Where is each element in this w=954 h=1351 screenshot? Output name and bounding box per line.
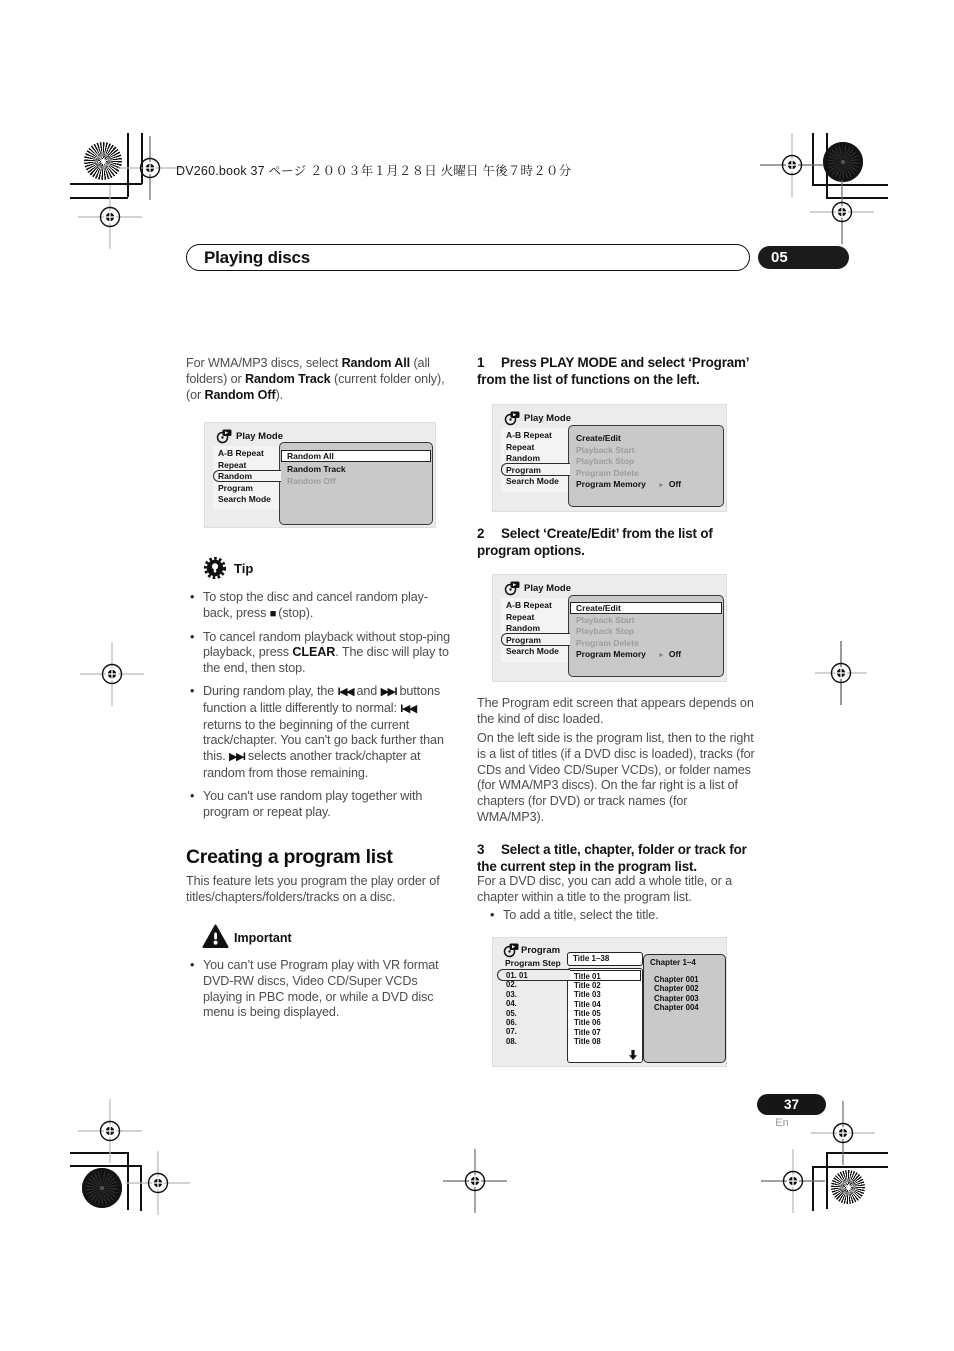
title-item: Title 04 <box>574 999 601 1009</box>
bullet-marker: • <box>190 788 195 803</box>
bullet-text: To add a title, select the title. <box>503 908 659 922</box>
step-text: Select a title, chapter, folder or track for the current step in the program list. <box>477 842 747 874</box>
osd-title: Play Mode <box>524 583 571 594</box>
bullet-marker: • <box>190 683 195 698</box>
option-disabled: Playback Stop <box>576 626 635 636</box>
intro-bold: Random All <box>341 356 411 370</box>
registration-crosshair-icon <box>810 180 874 244</box>
important-label: Important <box>234 931 292 945</box>
step-text: Select ‘Create/Edit’ from the list of program options. <box>477 526 713 558</box>
osd-screenshot-random <box>204 422 436 528</box>
clear-button-label: CLEAR <box>292 645 336 660</box>
option: Random Track <box>287 464 346 474</box>
title-item: Title 06 <box>574 1018 601 1028</box>
text: (stop). <box>274 605 314 620</box>
option: Create/Edit <box>576 433 621 443</box>
chapter-item: Chapter 003 <box>654 993 699 1003</box>
next-button-icon: ▶▶I <box>380 685 397 698</box>
previous-button-icon: I◀◀ <box>400 702 416 715</box>
important-bullet-list <box>189 958 457 1021</box>
print-ink-circle <box>82 1168 122 1208</box>
stop-button-icon: ■ <box>269 607 275 620</box>
page-number: 37 <box>783 1097 800 1112</box>
chapter-number-badge <box>758 246 849 269</box>
intro-bold: Random Off <box>204 387 276 402</box>
menu-item: Search Mode <box>506 476 559 486</box>
title-item: Title 08 <box>574 1037 601 1047</box>
chapters-header: Chapter 1–4 <box>650 958 696 967</box>
program-step: 05. <box>506 1008 517 1018</box>
program-step: 07. <box>506 1027 517 1037</box>
registration-crosshair-icon <box>80 642 144 706</box>
step-number: 1 <box>477 355 485 370</box>
title-item: Title 03 <box>574 990 601 1000</box>
menu-item: A-B Repeat <box>218 448 264 458</box>
bullet-marker: • <box>190 590 195 604</box>
chapter-item: Chapter 001 <box>654 975 699 984</box>
text: selects another track/chapter at random from those remaining. <box>203 749 421 780</box>
list-item <box>189 684 457 782</box>
title-item-selected: Title 01 <box>574 971 601 981</box>
registration-crosshair-icon <box>443 1149 507 1213</box>
option-value: Off <box>668 479 682 489</box>
intro-text: (all folders) or <box>186 356 430 386</box>
program-step: 03. <box>506 989 517 999</box>
option-disabled: Program Delete <box>576 637 639 648</box>
bullet-text <box>203 684 457 782</box>
osd-screenshot-program-edit <box>492 937 727 1067</box>
bullet-text <box>203 590 457 623</box>
menu-item: Search Mode <box>506 646 559 656</box>
osd-title: Play Mode <box>236 431 283 442</box>
bullet-text: You can’t use Program play with VR format DVD-RW discs, Video CD/Super VCDs playing in PBC mode, or while a DVD disc menu is being displayed. <box>203 958 439 1020</box>
section-heading: Creating a program list <box>186 846 393 868</box>
play-mode-icon <box>504 581 520 596</box>
title-item: Title 02 <box>574 980 601 990</box>
list-item <box>189 958 457 1021</box>
body-paragraph: For a DVD disc, you can add a whole title, or a chapter within a title to the program list. <box>477 874 732 904</box>
list-item <box>189 590 457 623</box>
osd-title: Program <box>521 945 561 956</box>
step1-heading <box>477 355 757 388</box>
osd-options-panel <box>279 442 433 525</box>
list-item <box>189 630 457 677</box>
menu-item: Repeat <box>218 459 247 470</box>
option-highlighted: Random All <box>281 450 431 462</box>
option-disabled: Program Delete <box>576 467 639 478</box>
intro-text: ). <box>275 387 284 402</box>
osd-screenshot-create-edit <box>492 574 727 682</box>
menu-item: Random <box>506 453 540 463</box>
intro-paragraph <box>186 356 458 403</box>
chapters-panel <box>643 954 726 1063</box>
osd-title: Play Mode <box>524 413 571 424</box>
osd-options-panel <box>568 425 724 507</box>
text: To stop the disc and cancel random play-back, press <box>203 590 428 620</box>
scroll-down-icon <box>629 1050 637 1060</box>
right-arrow-icon: ► <box>657 482 665 489</box>
osd-screenshot-program-menu <box>492 404 727 512</box>
tip-icon <box>203 556 227 580</box>
title-item: Title 07 <box>574 1027 601 1037</box>
step-number: 2 <box>477 526 485 541</box>
menu-item: Repeat <box>506 611 535 622</box>
bullet-text <box>203 630 457 677</box>
menu-item: Repeat <box>506 441 535 452</box>
chapter-item: Chapter 002 <box>654 984 699 994</box>
option-disabled: Playback Start <box>576 444 635 455</box>
step-number: 3 <box>477 842 485 857</box>
menu-item: Program <box>218 482 253 493</box>
play-mode-icon <box>216 429 232 444</box>
program-step: 02. <box>506 980 517 990</box>
print-ink-circle <box>823 142 863 182</box>
program-step-selected: 01. 01 <box>506 971 528 980</box>
option-disabled: Playback Stop <box>576 456 635 466</box>
play-mode-icon <box>504 411 520 426</box>
menu-item: Search Mode <box>218 494 271 504</box>
title-item: Title 05 <box>574 1009 601 1019</box>
program-step-label: Program Step <box>505 958 561 968</box>
menu-item: A-B Repeat <box>506 430 552 440</box>
titles-header-box <box>567 952 643 966</box>
intro-text: (current folder only), (or <box>186 371 445 402</box>
option-disabled: Random Off <box>287 475 336 486</box>
chapter-number: 05 <box>771 249 788 266</box>
option-label: Program Memory <box>576 649 646 659</box>
bullet-marker: • <box>190 958 195 972</box>
option-disabled: Playback Start <box>576 614 635 625</box>
print-starburst-mark <box>831 1170 865 1204</box>
step2-heading <box>477 526 757 559</box>
previous-button-icon: I◀◀ <box>337 685 354 698</box>
body-paragraph: On the left side is the program list, then to the right is a list of titles (if a DVD disc is loaded), tracks (for CDs and Video CD/Super VCDs), or folder names (for WMA/MP3 discs). On the far right is a list of chapters (for DVD) or track names (for WMA/MP3). <box>477 731 755 824</box>
program-step: 08. <box>506 1036 517 1046</box>
file-header-note: DV260.book 37 ページ ２００３年１月２８日 火曜日 午後７時２０分 <box>176 164 572 178</box>
chapter-item: Chapter 004 <box>654 1003 699 1013</box>
program-step-list <box>506 971 528 1046</box>
chapter-title-bar <box>186 244 750 271</box>
menu-item-selected: Random <box>218 471 252 481</box>
option-label: Program Memory <box>576 479 646 489</box>
right-bullet-list <box>489 908 757 924</box>
list-item <box>189 789 457 821</box>
program-step: 04. <box>506 999 517 1009</box>
page-number-badge <box>757 1094 826 1115</box>
text: . The disc will play to the end, then stop. <box>203 645 449 676</box>
list-item <box>489 908 757 924</box>
tip-bullet-list <box>189 590 457 820</box>
menu-item: A-B Repeat <box>506 600 552 610</box>
next-button-icon: ▶▶I <box>229 751 245 764</box>
intro-bold: Random Track <box>245 371 331 386</box>
section-intro: This feature lets you program the play order of titles/chapters/folders/tracks on a disc. <box>186 874 440 904</box>
text: To cancel random playback without stop-ping playback, press <box>203 629 451 660</box>
menu-item-selected: Program <box>506 634 541 645</box>
option-with-value <box>576 649 717 661</box>
osd-menu-list <box>506 600 559 658</box>
tip-label: Tip <box>234 561 254 576</box>
menu-item: Random <box>506 623 540 633</box>
osd-menu-list <box>218 448 271 506</box>
text: buttons function a little differently to normal: <box>203 683 441 715</box>
osd-menu-list <box>506 430 559 488</box>
option-highlighted: Create/Edit <box>570 602 722 614</box>
body-paragraph: The Program edit screen that appears depends on the kind of disc loaded. <box>477 696 754 726</box>
text: During random play, the <box>203 683 338 698</box>
intro-text: For WMA/MP3 discs, select <box>186 356 342 370</box>
titles-panel <box>567 968 643 1063</box>
registration-crosshair-icon <box>78 185 142 249</box>
program-icon <box>503 943 519 958</box>
text: returns to the beginning of the current track/chapter. You can't go back further than this. <box>203 717 444 764</box>
registration-crosshair-icon <box>126 1151 190 1215</box>
registration-crosshair-icon <box>809 641 873 705</box>
page-title: Playing discs <box>204 248 311 267</box>
option-value: Off <box>668 649 682 659</box>
osd-options-panel <box>568 595 724 677</box>
titles-header: Title 1–38 <box>573 954 610 963</box>
option-with-value <box>576 479 717 491</box>
important-icon <box>202 924 229 949</box>
program-step: 06. <box>506 1017 517 1027</box>
step-text: Press PLAY MODE and select ‘Program’ from the list of functions on the left. <box>477 355 749 387</box>
language-label: En <box>775 1117 789 1129</box>
print-starburst-mark <box>84 142 122 180</box>
bullet-text: You can't use random play together with program or repeat play. <box>203 788 423 819</box>
bullet-marker: • <box>490 908 495 922</box>
bullet-marker: • <box>190 629 195 644</box>
right-arrow-icon: ► <box>657 652 665 659</box>
step3-heading <box>477 842 759 875</box>
text: and <box>353 683 381 698</box>
menu-item-selected: Program <box>506 464 541 475</box>
